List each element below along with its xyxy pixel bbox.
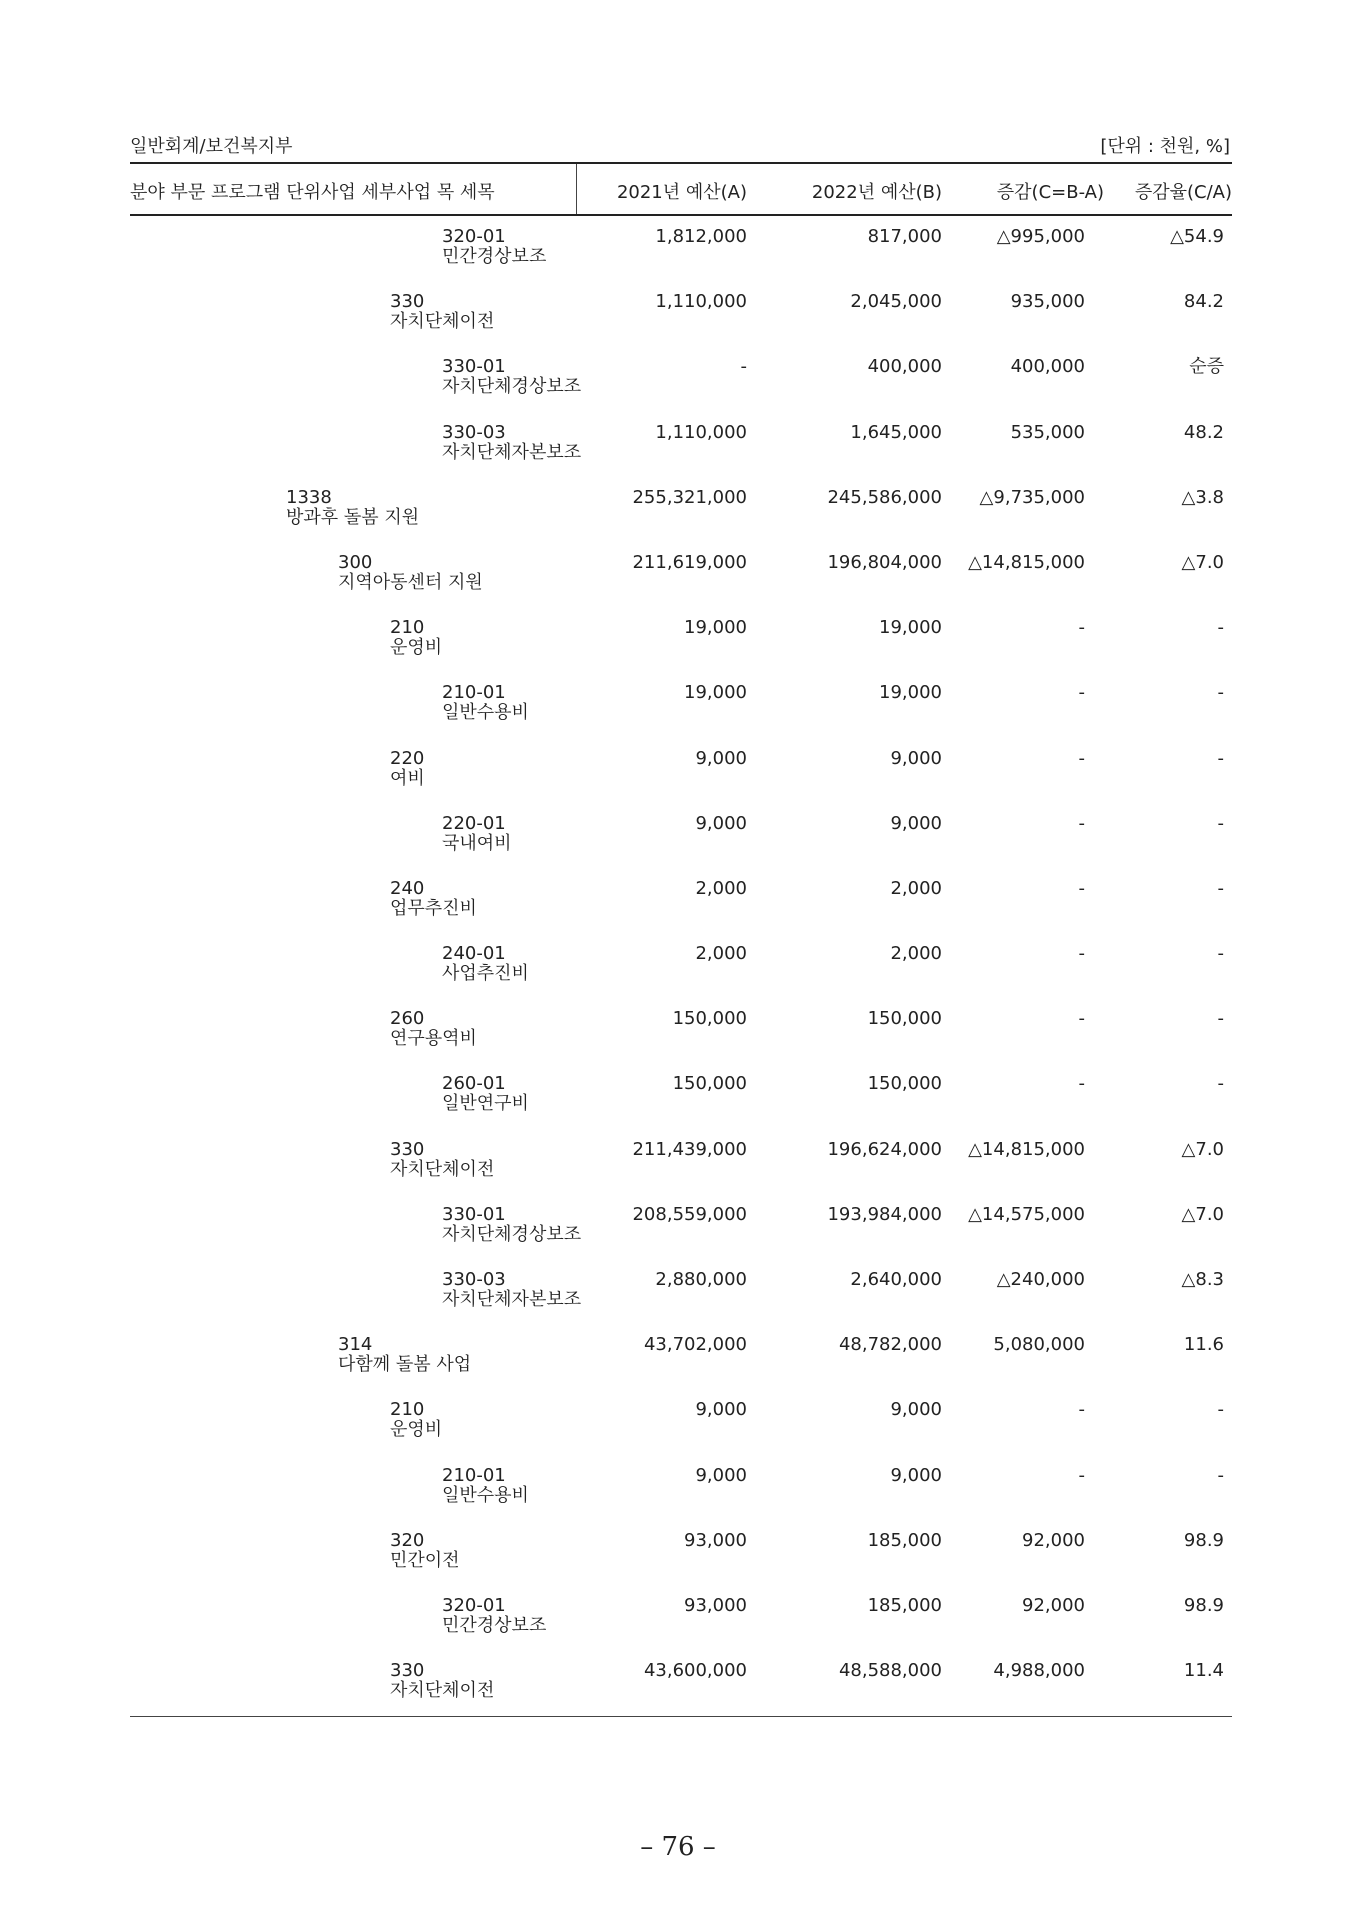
row-change: △995,000: [996, 226, 1085, 247]
row-change: △14,815,000: [968, 1138, 1085, 1160]
row-change: -: [1078, 682, 1085, 704]
row-rate: -: [1217, 682, 1224, 704]
row-rate: △8.3: [1181, 1269, 1224, 1290]
row-rate: -: [1217, 1399, 1224, 1421]
row-name: 자치단체자본보조: [442, 441, 582, 463]
row-rate: 84.2: [1183, 291, 1224, 313]
row-name: 운영비: [390, 1419, 443, 1441]
row-change: △14,575,000: [968, 1203, 1085, 1225]
row-budget-2021: 93,000: [684, 1594, 747, 1616]
row-name: 업무추진비: [390, 897, 477, 919]
row-budget-2022: 196,804,000: [827, 551, 942, 573]
table-header-rule: [130, 214, 1232, 216]
page-header: [130, 132, 1230, 156]
row-change: -: [1078, 1399, 1085, 1421]
table-header: [130, 164, 1232, 214]
row-change: -: [1078, 1008, 1085, 1030]
row-rate: △54.9: [1170, 226, 1224, 247]
row-budget-2021: 255,321,000: [632, 486, 747, 508]
row-code: 320-01: [442, 226, 506, 247]
row-change: △9,735,000: [979, 486, 1085, 508]
header-rate: 증감율(C/A): [1134, 182, 1232, 203]
row-budget-2021: 19,000: [684, 617, 747, 639]
row-name: 민간경상보조: [442, 1614, 547, 1636]
row-name: 일반수용비: [442, 702, 529, 724]
row-rate: -: [1217, 1073, 1224, 1095]
row-name: 자치단체자본보조: [442, 1289, 582, 1310]
table-row: [130, 552, 1232, 617]
row-budget-2021: 93,000: [684, 1529, 747, 1551]
row-rate: △3.8: [1181, 486, 1224, 508]
row-name: 자치단체이전: [390, 1680, 495, 1702]
table-row: [130, 1399, 1232, 1464]
row-budget-2021: 1,110,000: [655, 421, 747, 443]
row-code: 220-01: [442, 812, 506, 834]
row-budget-2021: 9,000: [695, 812, 747, 834]
row-name: 자치단체이전: [390, 311, 495, 333]
row-budget-2022: 19,000: [879, 617, 942, 639]
table-row: [130, 1530, 1232, 1595]
row-code: 300: [338, 551, 373, 573]
row-budget-2022: 245,586,000: [827, 486, 942, 508]
row-name: 지역아동센터 지원: [338, 571, 483, 593]
row-rate: 98.9: [1183, 1594, 1224, 1616]
row-budget-2022: 9,000: [890, 747, 942, 769]
row-budget-2022: 150,000: [867, 1008, 942, 1030]
row-change: 4,988,000: [993, 1660, 1085, 1682]
row-rate: △7.0: [1181, 1203, 1224, 1225]
row-rate: -: [1217, 747, 1224, 769]
row-change: -: [1078, 1073, 1085, 1095]
row-rate: 11.6: [1183, 1334, 1224, 1356]
row-code: 1338: [286, 486, 332, 508]
table-row: [130, 1073, 1232, 1138]
row-budget-2022: 2,000: [890, 877, 942, 899]
row-budget-2022: 19,000: [879, 682, 942, 704]
row-budget-2022: 2,640,000: [850, 1269, 942, 1290]
row-code: 320-01: [442, 1594, 506, 1616]
account-ministry-label: 일반회계/보건복지부: [130, 136, 293, 157]
row-code: 330-01: [442, 356, 506, 378]
row-budget-2022: 185,000: [867, 1594, 942, 1616]
table-row: [130, 1465, 1232, 1530]
row-code: 330-03: [442, 1269, 506, 1290]
row-rate: 순증: [1189, 356, 1224, 378]
header-budget-2021: 2021년 예산(A): [616, 182, 747, 203]
unit-label: [단위 : 천원, %]: [1100, 136, 1230, 157]
row-name: 다함께 돌봄 사업: [338, 1354, 472, 1376]
row-budget-2021: 150,000: [672, 1008, 747, 1030]
row-budget-2022: 150,000: [867, 1073, 942, 1095]
row-code: 240-01: [442, 943, 506, 965]
row-name: 일반연구비: [442, 1093, 529, 1115]
row-budget-2022: 2,000: [890, 943, 942, 965]
table-row: [130, 748, 1232, 813]
row-change: 935,000: [1010, 291, 1085, 313]
table-row: [130, 1008, 1232, 1073]
table-row: [130, 682, 1232, 747]
row-rate: -: [1217, 877, 1224, 899]
row-rate: 48.2: [1183, 421, 1224, 443]
row-code: 330-03: [442, 421, 506, 443]
row-budget-2021: 1,812,000: [655, 226, 747, 247]
table-row: [130, 943, 1232, 1008]
row-code: 330: [390, 1138, 425, 1160]
row-budget-2021: 9,000: [695, 1399, 747, 1421]
row-rate: -: [1217, 1464, 1224, 1486]
table-bottom-rule: [130, 1716, 1232, 1717]
row-code: 330-01: [442, 1203, 506, 1225]
row-rate: -: [1217, 617, 1224, 639]
row-code: 220: [390, 747, 425, 769]
row-budget-2021: 19,000: [684, 682, 747, 704]
row-name: 여비: [390, 767, 425, 789]
table-row: [130, 1139, 1232, 1204]
row-code: 330: [390, 1660, 425, 1682]
table-row: [130, 1595, 1232, 1660]
row-budget-2021: 211,439,000: [632, 1138, 747, 1160]
row-change: -: [1078, 812, 1085, 834]
row-name: 국내여비: [442, 832, 512, 854]
row-code: 210: [390, 1399, 425, 1421]
row-budget-2021: 211,619,000: [632, 551, 747, 573]
row-code: 210-01: [442, 1464, 506, 1486]
row-change: -: [1078, 617, 1085, 639]
row-change: -: [1078, 1464, 1085, 1486]
row-budget-2022: 9,000: [890, 1399, 942, 1421]
page-number: – 76 –: [640, 1832, 716, 1862]
row-code: 240: [390, 877, 425, 899]
table-row: [130, 226, 1232, 291]
row-change: 92,000: [1022, 1529, 1085, 1551]
row-name: 자치단체경상보조: [442, 1223, 582, 1245]
row-code: 260-01: [442, 1073, 506, 1095]
table-row: [130, 1204, 1232, 1269]
row-change: 535,000: [1010, 421, 1085, 443]
table-row: [130, 1269, 1232, 1334]
row-change: 5,080,000: [993, 1334, 1085, 1356]
header-budget-2022: 2022년 예산(B): [811, 182, 942, 203]
row-rate: 11.4: [1183, 1660, 1224, 1682]
row-rate: △7.0: [1181, 1138, 1224, 1160]
row-code: 320: [390, 1529, 425, 1551]
row-code: 330: [390, 291, 425, 313]
row-change: △240,000: [996, 1269, 1085, 1290]
row-code: 314: [338, 1334, 373, 1356]
row-code: 260: [390, 1008, 425, 1030]
table-row: [130, 878, 1232, 943]
row-change: -: [1078, 877, 1085, 899]
row-budget-2021: 1,110,000: [655, 291, 747, 313]
row-name: 연구용역비: [390, 1028, 477, 1050]
row-budget-2022: 48,782,000: [838, 1334, 942, 1356]
row-change: -: [1078, 747, 1085, 769]
row-budget-2021: 2,880,000: [655, 1269, 747, 1290]
row-name: 자치단체이전: [390, 1158, 495, 1180]
table-row: [130, 617, 1232, 682]
row-name: 운영비: [390, 637, 443, 659]
header-divider: [576, 164, 577, 214]
row-budget-2021: 2,000: [695, 877, 747, 899]
row-name: 방과후 돌봄 지원: [286, 506, 420, 528]
row-change: 400,000: [1010, 356, 1085, 378]
row-budget-2022: 48,588,000: [838, 1660, 942, 1682]
row-budget-2021: 43,600,000: [643, 1660, 747, 1682]
header-category: 분야 부문 프로그램 단위사업 세부사업 목 세목: [130, 182, 495, 203]
row-budget-2021: 9,000: [695, 747, 747, 769]
row-rate: -: [1217, 943, 1224, 965]
budget-table-body: [130, 226, 1232, 1725]
row-budget-2022: 9,000: [890, 812, 942, 834]
table-row: [130, 487, 1232, 552]
row-budget-2022: 817,000: [867, 226, 942, 247]
table-row: [130, 422, 1232, 487]
row-budget-2022: 1,645,000: [850, 421, 942, 443]
row-budget-2022: 9,000: [890, 1464, 942, 1486]
row-change: 92,000: [1022, 1594, 1085, 1616]
row-change: -: [1078, 943, 1085, 965]
row-budget-2021: -: [740, 356, 747, 378]
row-budget-2021: 9,000: [695, 1464, 747, 1486]
row-budget-2022: 185,000: [867, 1529, 942, 1551]
row-code: 210-01: [442, 682, 506, 704]
row-budget-2021: 2,000: [695, 943, 747, 965]
row-rate: 98.9: [1183, 1529, 1224, 1551]
table-row: [130, 813, 1232, 878]
row-budget-2021: 208,559,000: [632, 1203, 747, 1225]
row-rate: △7.0: [1181, 551, 1224, 573]
table-row: [130, 356, 1232, 421]
header-change: 증감(C=B-A): [996, 182, 1104, 203]
row-name: 민간이전: [390, 1549, 460, 1571]
row-budget-2021: 43,702,000: [643, 1334, 747, 1356]
row-name: 민간경상보조: [442, 246, 547, 267]
row-code: 210: [390, 617, 425, 639]
table-row: [130, 291, 1232, 356]
row-budget-2022: 2,045,000: [850, 291, 942, 313]
row-budget-2022: 196,624,000: [827, 1138, 942, 1160]
row-change: △14,815,000: [968, 551, 1085, 573]
row-name: 일반수용비: [442, 1484, 529, 1506]
row-budget-2022: 193,984,000: [827, 1203, 942, 1225]
table-row: [130, 1334, 1232, 1399]
row-budget-2022: 400,000: [867, 356, 942, 378]
row-name: 자치단체경상보조: [442, 376, 582, 398]
row-name: 사업추진비: [442, 963, 529, 985]
row-rate: -: [1217, 1008, 1224, 1030]
row-rate: -: [1217, 812, 1224, 834]
row-budget-2021: 150,000: [672, 1073, 747, 1095]
